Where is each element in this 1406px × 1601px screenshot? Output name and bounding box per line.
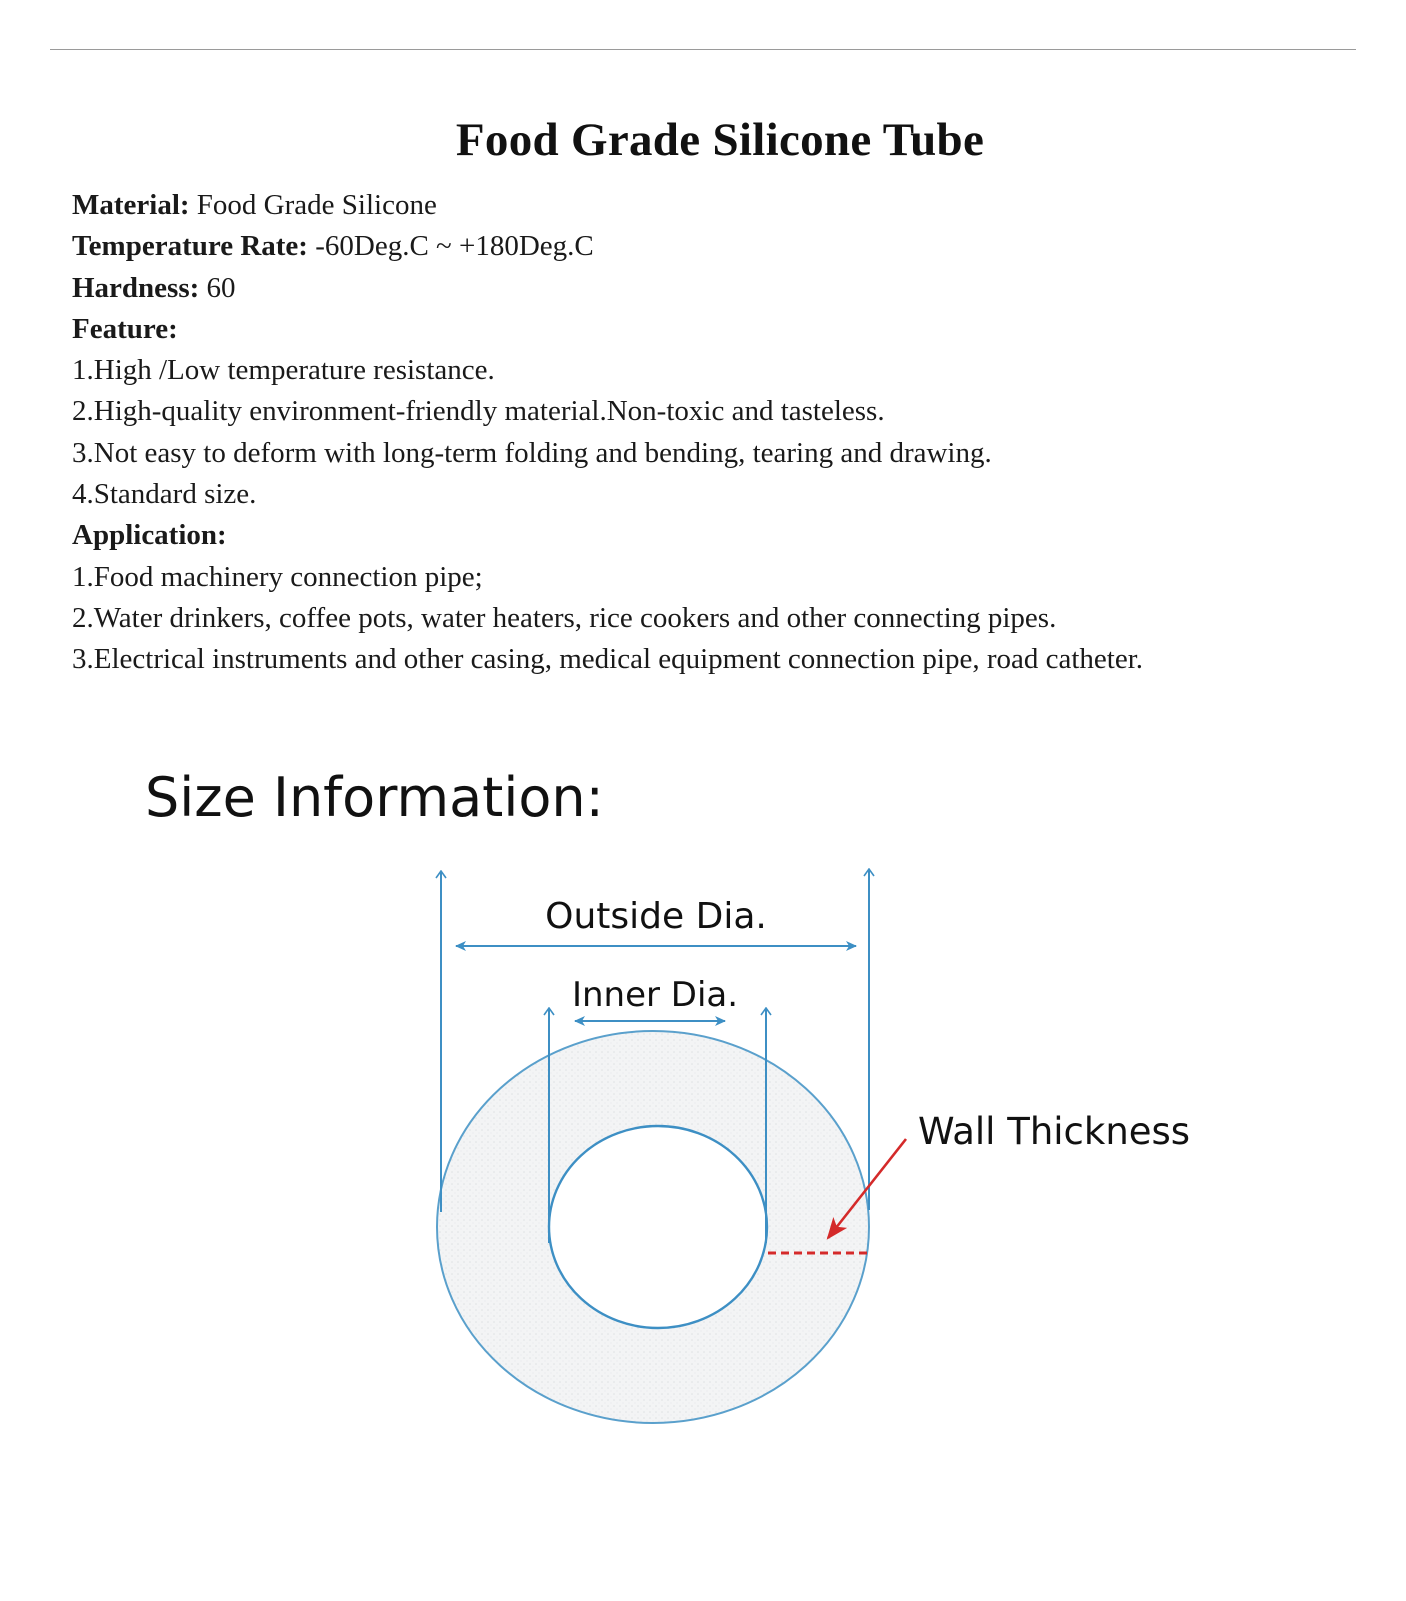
- application-item: 2.Water drinkers, coffee pots, water heaters, rice cookers and other connecting pipes.: [72, 601, 1057, 634]
- feature-item: 2.High-quality environment-friendly material.Non-toxic and tasteless.: [72, 395, 885, 428]
- application-item: 3.Electrical instruments and other casing, medical equipment connection pipe, road catheter.: [72, 643, 1144, 676]
- spec-hardness-value: 60: [199, 271, 236, 304]
- spec-material-label: Material:: [72, 189, 190, 221]
- inner-dia-label: Inner Dia.: [571, 975, 739, 1015]
- spec-temperature-value: -60Deg.C ~ +180Deg.C: [307, 230, 594, 263]
- feature-item: 3.Not easy to deform with long-term folding and bending, tearing and drawing.: [72, 436, 992, 469]
- outside-dia-label: Outside Dia.: [545, 896, 767, 937]
- spec-hardness-label: Hardness:: [72, 271, 200, 304]
- feature-heading: Feature:: [72, 312, 178, 345]
- application-item: 1.Food machinery connection pipe;: [72, 560, 483, 593]
- spec-temperature-label: Temperature Rate:: [72, 230, 308, 263]
- inner-circle: [549, 1126, 767, 1328]
- wall-thickness-label: Wall Thickness: [918, 1110, 1191, 1153]
- feature-item: 4.Standard size.: [72, 478, 257, 511]
- spec-material-value: Food Grade Silicone: [189, 189, 437, 221]
- feature-item: 1.High /Low temperature resistance.: [72, 354, 495, 387]
- application-heading: Application:: [72, 519, 227, 552]
- page-title: Food Grade Silicone Tube: [455, 114, 985, 166]
- size-information-heading: Size Information:: [145, 766, 604, 829]
